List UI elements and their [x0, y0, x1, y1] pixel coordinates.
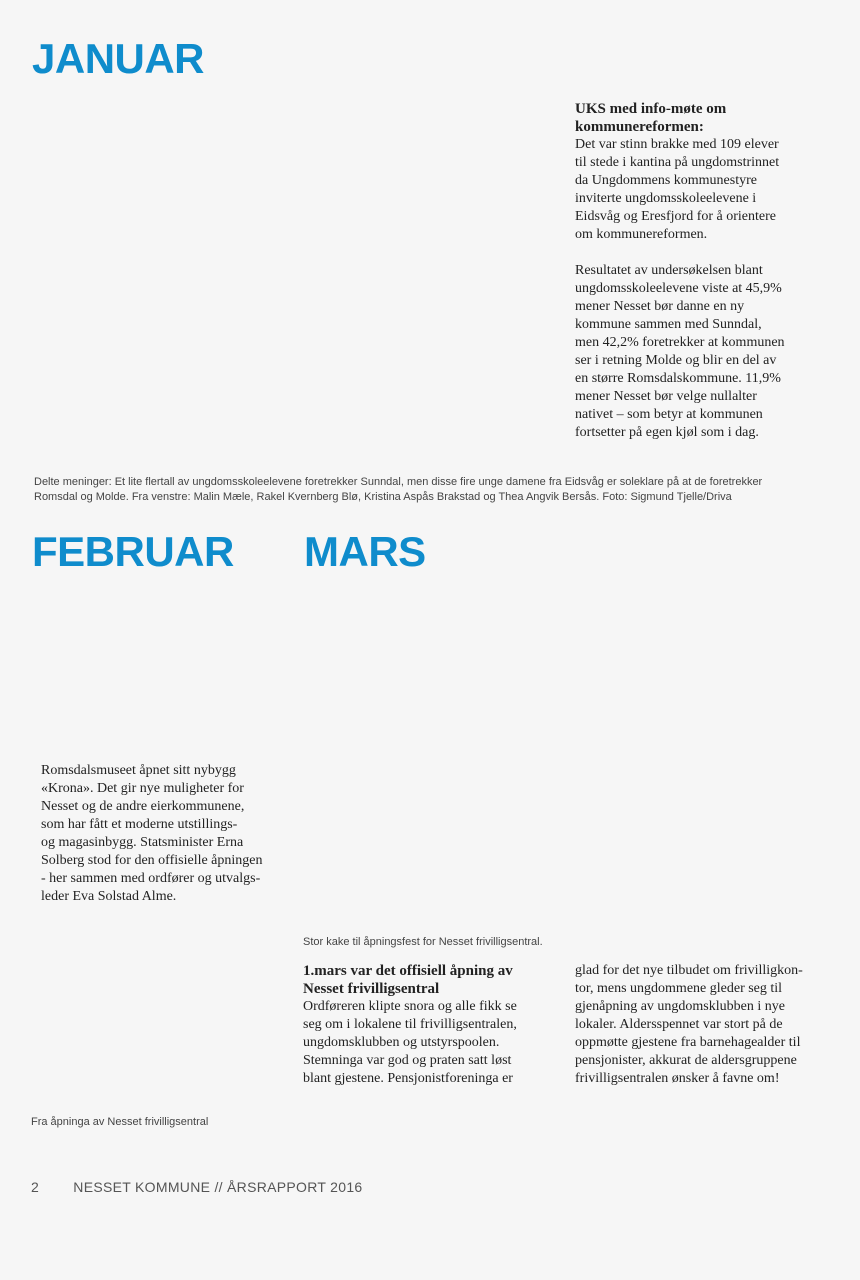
uks-article: [575, 100, 845, 442]
mars-title: 1.mars var det offisiell åpning av Nesset frivilligsentral: [303, 963, 513, 997]
uks-title: UKS med info-møte om kommunereformen:: [575, 101, 727, 135]
heading-januar: JANUAR: [32, 35, 205, 82]
page-number: 2: [31, 1179, 40, 1195]
uks-paragraph-1: Det var stinn brakke med 109 elever til stede i kantina på ungdomstrinnet da Ungdommens kommunestyre inviterte ungdomsskoleelevene i Eidsvåg og Eresfjord for å orientere om kommunereformen.: [575, 137, 780, 242]
mars-photo-caption: Stor kake til åpningsfest for Nesset frivilligsentral.: [303, 936, 543, 948]
uks-paragraph-2: Resultatet av undersøkelsen blant ungdomsskoleelevene viste at 45,9% mener Nesset bør danne en ny kommune sammen med Sunndal, men 42,2% foretrekker at kommunen ser i retning Molde og blir en del av en større Romsdalskommune. 11,9% mener Nesset bør velge nullalter nativet – som betyr at kommunen fortsetter på egen kjøl som i dag.: [575, 263, 785, 440]
heading-mars: MARS: [304, 528, 426, 575]
mars-column-1: Ordføreren klipte snora og alle fikk se seg om i lokalene til frivilligsentralen, ungdomsklubben og utstyrspoolen. Stemninga var god og praten satt løst blant gjestene. Pensjonistforeninga er: [303, 999, 517, 1086]
januar-photo-caption: Delte meninger: Et lite flertall av ungdomsskoleelevene foretrekker Sunndal, men disse fire unge damene fra Eidsvåg er soleklare på at de foretrekker Romsdal og Molde. Fra venstre: Malin Mæle, Rakel Kvernberg Blø, Kristina Aspås Brakstad og Thea Angvik Bersås. Foto: Sigmund Tjelle/Driva: [34, 476, 763, 503]
februar-article: [41, 762, 291, 906]
page-footer: [31, 1179, 363, 1195]
mars-column-2: glad for det nye tilbudet om frivilligkon- tor, mens ungdommene gleder seg til gjenåpning av ungdomsklubben i nye lokaler. Aldersspennet var stort på de oppmøtte gjestene fra barnehagealder til pensjonister, akkurat de aldersgruppene frivilligsentralen ønsker å favne om!: [575, 963, 803, 1086]
mars-article-col1: [303, 962, 565, 1088]
publication-title: NESSET KOMMUNE // ÅRSRAPPORT 2016: [73, 1179, 363, 1195]
frivillig-photo-caption: Fra åpninga av Nesset frivilligsentral: [31, 1116, 209, 1128]
heading-februar: FEBRUAR: [32, 528, 234, 575]
mars-article-col2: [575, 962, 845, 1088]
februar-text: Romsdalsmuseet åpnet sitt nybygg «Krona». Det gir nye muligheter for Nesset og de andre eierkommunene, som har fått et moderne utstillings- og magasinbygg. Statsminister Erna Solberg stod for den offisielle åpningen - her sammen med ordfører og utvalgs- leder Eva Solstad Alme.: [41, 763, 263, 904]
